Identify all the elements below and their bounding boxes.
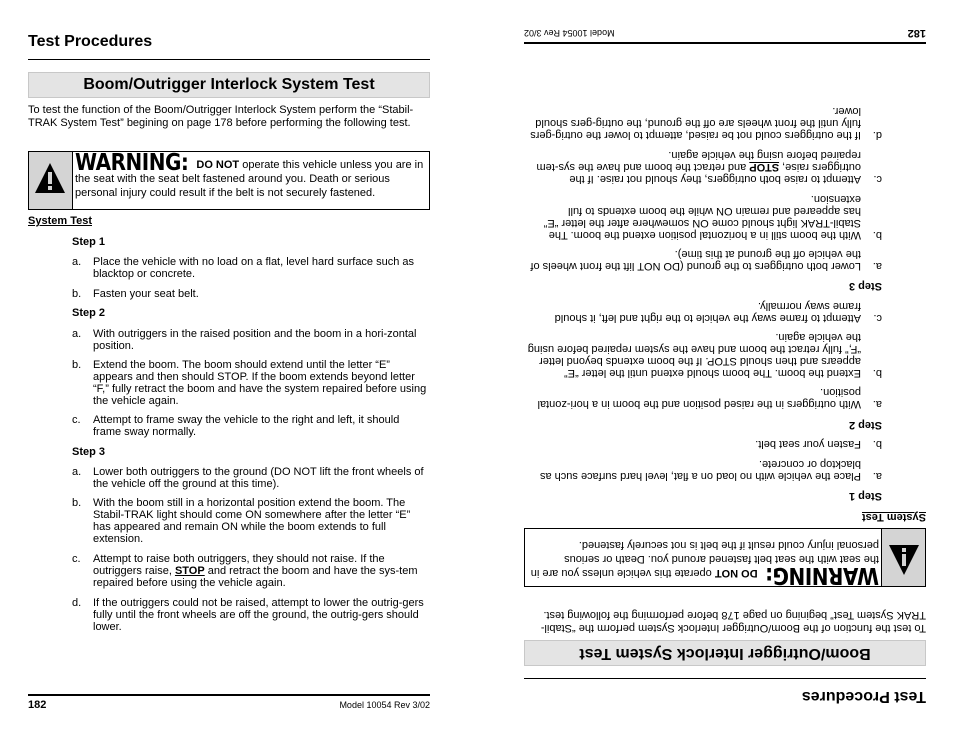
warning-label: WARNING: (765, 562, 879, 590)
step-item (526, 438, 882, 450)
item-letter: a. (872, 260, 882, 272)
step-item (72, 597, 428, 633)
section-title: Test Procedures (801, 688, 926, 705)
item-text: Fasten your seat belt. (93, 288, 199, 300)
warning-label: WARNING: (75, 148, 189, 176)
step-label: Step 2 (72, 307, 106, 319)
item-letter: c. (72, 414, 81, 426)
item-letter: b. (72, 497, 82, 509)
item-text: Place the vehicle with no load on a flat, level hard surface such as blacktop or concrete. (93, 256, 415, 280)
item-letter: c. (72, 553, 81, 565)
footer-model-rev: Model 10054 Rev 3/02 (524, 28, 615, 38)
step-item (72, 359, 428, 407)
step-item (526, 331, 882, 379)
item-letter: b. (872, 367, 882, 379)
item-letter: a. (72, 466, 82, 478)
item-text: Extend the boom. The boom should extend until the letter “E” appears and then should STOP. If the boom extends beyond letter “F,” fully retract the boom and have the system repaired before using the vehicle again. (93, 359, 427, 407)
stop-emphasis: STOP (749, 161, 780, 173)
step-item (526, 193, 882, 241)
banner-title: Boom/Outrigger Interlock System Test (524, 640, 926, 666)
step-label: Step 3 (72, 446, 106, 458)
intro-paragraph: To test the function of the Boom/Outrigger Interlock System perform the “Stabil-TRAK System Test” begining on page 178 before performing the following test. (28, 104, 414, 129)
step-item (526, 386, 882, 410)
system-test-heading: System Test (28, 215, 92, 227)
item-letter: c. (873, 173, 882, 185)
warning-body: operate this vehicle unless you are in the seat with the seat belt fastened around you. Death or serious personal injury could result if the belt is not securely fastened. (75, 159, 424, 199)
warning-icon (881, 529, 925, 586)
warning-body: operate this vehicle unless you are in the seat with the seat belt fastened around you. Death or serious personal injury could result if the belt is not securely fastened. (530, 539, 879, 579)
step-label: Step 2 (848, 419, 882, 431)
step-item (72, 256, 428, 280)
item-text: Attempt to raise both outriggers, they should not raise. If the outriggers raise, STOP and retract the boom and have the sys-tem repaired before using the vehicle again. (536, 149, 861, 185)
system-test-heading: System Test (862, 511, 926, 523)
stop-emphasis: STOP (174, 565, 205, 577)
footer-rule (524, 42, 926, 44)
item-letter: d. (72, 597, 82, 609)
footer-model-rev: Model 10054 Rev 3/02 (339, 700, 430, 710)
item-letter: a. (872, 470, 882, 482)
item-text: Lower both outriggers to the ground (DO NOT lift the front wheels of the vehicle off the ground at this time). (530, 248, 861, 272)
step-item (526, 248, 882, 272)
warning-text (529, 538, 879, 590)
item-text: Fasten your seat belt. (755, 438, 861, 450)
step-item (526, 149, 882, 185)
warning-box (524, 528, 926, 590)
item-letter: b. (872, 229, 882, 241)
item-letter: b. (72, 359, 82, 371)
step-label: Step 1 (72, 236, 106, 248)
right-page-rotated (477, 0, 954, 738)
page-number: 182 (28, 699, 47, 711)
item-text: Attempt to raise both outriggers, they should not raise. If the outriggers raise, STOP and retract the boom and have the sys-tem repaired before using the vehicle again. (93, 553, 418, 589)
item-letter: a. (72, 328, 82, 340)
step-item (526, 300, 882, 324)
step-item (72, 497, 428, 545)
warning-box (28, 148, 430, 210)
intro-paragraph: To test the function of the Boom/Outrigger Interlock System perform the “Stabil-TRAK System Test” begining on page 178 before performing the following test. (540, 609, 926, 634)
item-text: Attempt to frame sway the vehicle to the right and left, it should frame sway normally. (93, 414, 400, 438)
footer-rule (28, 694, 430, 696)
page-number: 182 (907, 27, 926, 39)
step-label: Step 3 (848, 280, 882, 292)
item-letter: a. (72, 256, 82, 268)
header-rule (28, 59, 430, 60)
step-item (72, 553, 428, 589)
item-text: With outriggers in the raised position and the boom in a hori-zontal position. (93, 328, 417, 352)
item-letter: b. (872, 438, 882, 450)
step-item (72, 328, 428, 352)
header-rule (524, 678, 926, 679)
step-item (526, 105, 882, 141)
item-text: With the boom still in a horizontal position extend the boom. The Stabil-TRAK light should come ON somewhere after the letter “E” has appeared and remain ON while the boom extends to full extension. (543, 193, 861, 241)
item-text: Lower both outriggers to the ground (DO NOT lift the front wheels of the vehicle off the ground at this time). (93, 466, 424, 490)
item-text: With outriggers in the raised position and the boom in a hori-zontal position. (537, 386, 861, 410)
item-letter: d. (872, 129, 882, 141)
warning-lead: DO NOT (714, 567, 758, 579)
warning-text (75, 148, 425, 200)
step-item (72, 466, 428, 490)
banner-title: Boom/Outrigger Interlock System Test (28, 72, 430, 98)
item-text: With the boom still in a horizontal position extend the boom. The Stabil-TRAK light should come ON somewhere after the letter “E” has appeared and remain ON while the boom extends to full extension. (93, 497, 411, 545)
item-text: Attempt to frame sway the vehicle to the right and left, it should frame sway normally. (554, 300, 861, 324)
step-item (526, 458, 882, 482)
step-item (72, 288, 428, 300)
step-item (72, 414, 428, 438)
item-text: Extend the boom. The boom should extend until the letter “E” appears and then should STOP. If the boom extends beyond letter “F,” fully retract the boom and have the system repaired before using the vehicle again. (527, 331, 861, 379)
item-letter: a. (872, 398, 882, 410)
step-label: Step 1 (848, 490, 882, 502)
item-letter: c. (873, 312, 882, 324)
warning-icon (29, 152, 73, 209)
item-text: If the outriggers could not be raised, attempt to lower the outrig-gers fully until the front wheels are off the ground, the outrig-gers should lower. (530, 105, 861, 141)
warning-lead: DO NOT (196, 159, 240, 171)
item-text: Place the vehicle with no load on a flat, level hard surface such as blacktop or concrete. (539, 458, 861, 482)
item-text: If the outriggers could not be raised, attempt to lower the outrig-gers fully until the front wheels are off the ground, the outrig-gers should lower. (93, 597, 424, 633)
section-title: Test Procedures (28, 33, 153, 50)
item-letter: b. (72, 288, 82, 300)
